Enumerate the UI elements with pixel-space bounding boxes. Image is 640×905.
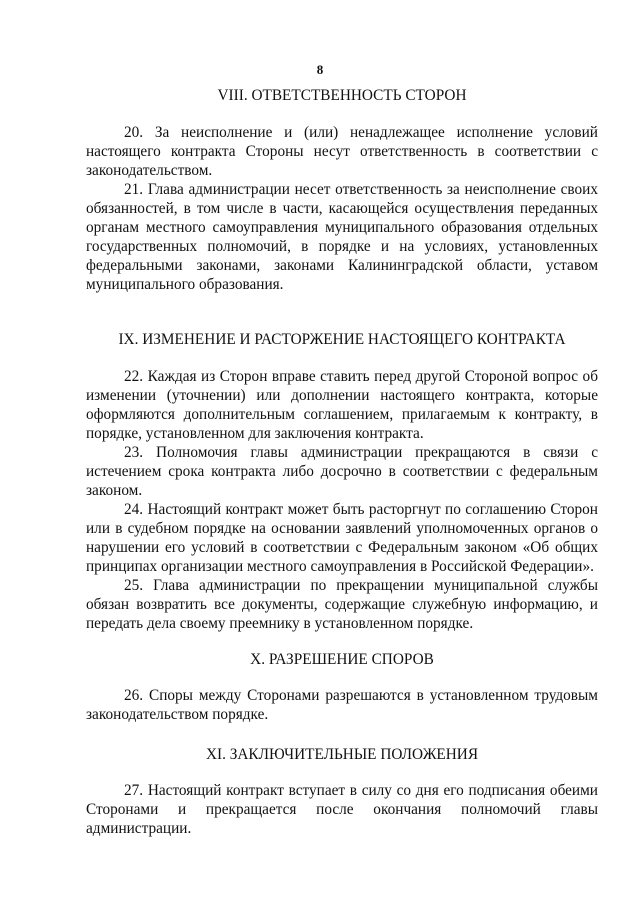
page-number: 8	[316, 62, 324, 77]
paragraph-24: 24. Настоящий контракт может быть расторгнут по соглашению Сторон или в судебном порядке на основании заявлений уполномоченных органов о нарушении его условий в соответствии с Федеральным законом «Об общих принципах организации местного самоуправления в Российской Федерации».	[86, 501, 598, 575]
paragraph-20: 20. За неисполнение и (или) ненадлежащее исполнение условий настоящего контракта Стороны несут ответственность в соответствии с законодательством.	[86, 124, 598, 179]
section-heading-ix: IX. ИЗМЕНЕНИЕ И РАСТОРЖЕНИЕ НАСТОЯЩЕГО КОНТРАКТА	[118, 331, 566, 348]
paragraph-25: 25. Глава администрации по прекращении муниципальной службы обязан возвратить все документы, содержащие служебную информацию, и передать дела своему преемнику в установленном порядке.	[86, 577, 598, 632]
paragraph-23: 23. Полномочия главы администрации прекращаются в связи с истечением срока контракта либо досрочно в соответствии с федеральным законом.	[86, 444, 598, 499]
section-heading-viii: VIII. ОТВЕТСТВЕННОСТЬ СТОРОН	[217, 87, 467, 104]
section-heading-x: X. РАЗРЕШЕНИЕ СПОРОВ	[250, 651, 434, 668]
document-body	[86, 86, 598, 838]
paragraph-27: 27. Настоящий контракт вступает в силу со дня его подписания обеими Сторонами и прекращается после окончания полномочий главы администрации.	[86, 782, 598, 837]
paragraph-22: 22. Каждая из Сторон вправе ставить перед другой Стороной вопрос об изменении (уточнении) или дополнении настоящего контракта, которые оформляются дополнительным соглашением, прилагаемым к контракту, в порядке, установленном для заключения контракта.	[86, 368, 598, 442]
section-heading-xi: XI. ЗАКЛЮЧИТЕЛЬНЫЕ ПОЛОЖЕНИЯ	[205, 746, 479, 763]
paragraph-21: 21. Глава администрации несет ответственность за неисполнение своих обязанностей, в том числе в части, касающейся осуществления переданных органам местного самоуправления муниципального образования отдельных государственных полномочий, в порядке и на условиях, установленных федеральными законами, законами Калининградской области, уставом муниципального образования.	[86, 181, 598, 293]
paragraph-26: 26. Споры между Сторонами разрешаются в установленном трудовым законодательством порядке.	[86, 687, 598, 723]
